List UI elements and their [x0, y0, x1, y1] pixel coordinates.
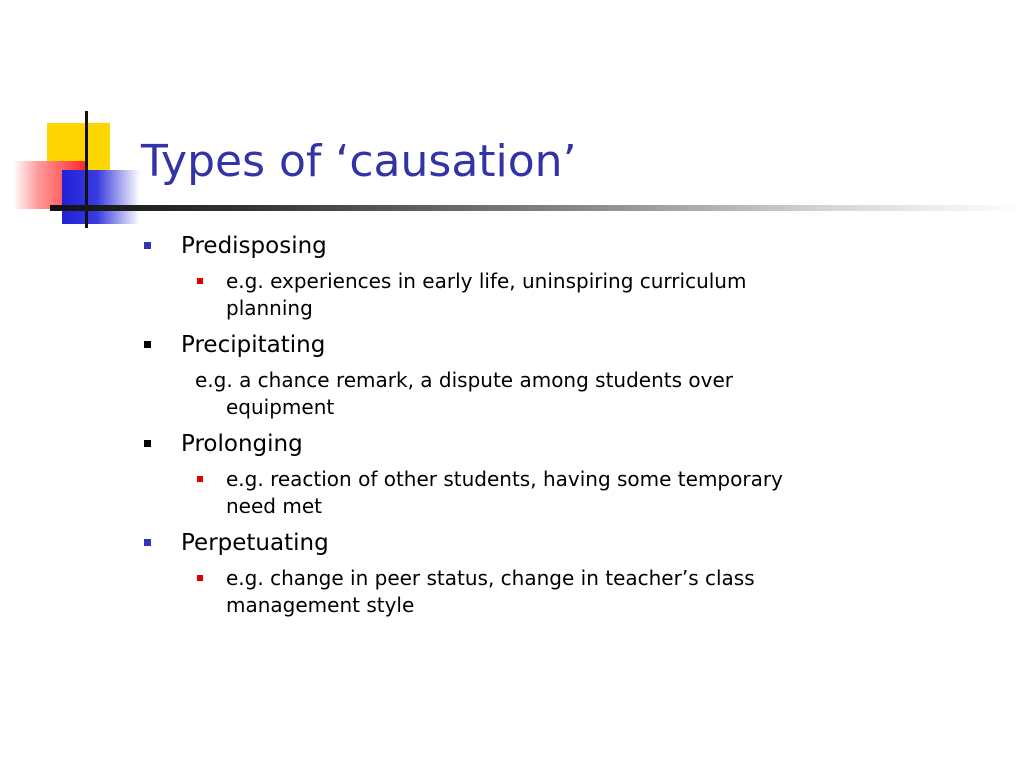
- square-bullet-icon: [197, 476, 203, 482]
- item-label: Prolonging: [181, 431, 303, 457]
- sub-item-line: e.g. change in peer status, change in teacher’s class: [226, 566, 755, 590]
- item-label: Predisposing: [181, 233, 327, 259]
- item-label: Perpetuating: [181, 530, 329, 556]
- square-bullet-icon: [144, 440, 151, 447]
- sub-item-line: e.g. reaction of other students, having some temporary: [226, 467, 783, 491]
- square-bullet-icon: [197, 575, 203, 581]
- square-bullet-icon: [144, 539, 151, 546]
- sub-item-line: planning: [226, 296, 313, 320]
- item-label: Precipitating: [181, 332, 326, 358]
- sub-item-line: management style: [226, 593, 415, 617]
- sub-item-text: [226, 565, 956, 619]
- sub-item-line: need met: [226, 494, 322, 518]
- square-bullet-icon: [144, 242, 151, 249]
- sub-item-line: e.g. experiences in early life, uninspiring curriculum: [226, 269, 747, 293]
- sub-item-text: [226, 466, 956, 520]
- slide-title: Types of ‘causation’: [141, 136, 577, 187]
- sub-item-text: [226, 268, 956, 322]
- sub-item-line: e.g. a chance remark, a dispute among students over: [195, 368, 733, 392]
- sub-item-text: [195, 367, 925, 421]
- sub-item-line: equipment: [226, 395, 335, 419]
- square-bullet-icon: [197, 278, 203, 284]
- square-bullet-icon: [144, 341, 151, 348]
